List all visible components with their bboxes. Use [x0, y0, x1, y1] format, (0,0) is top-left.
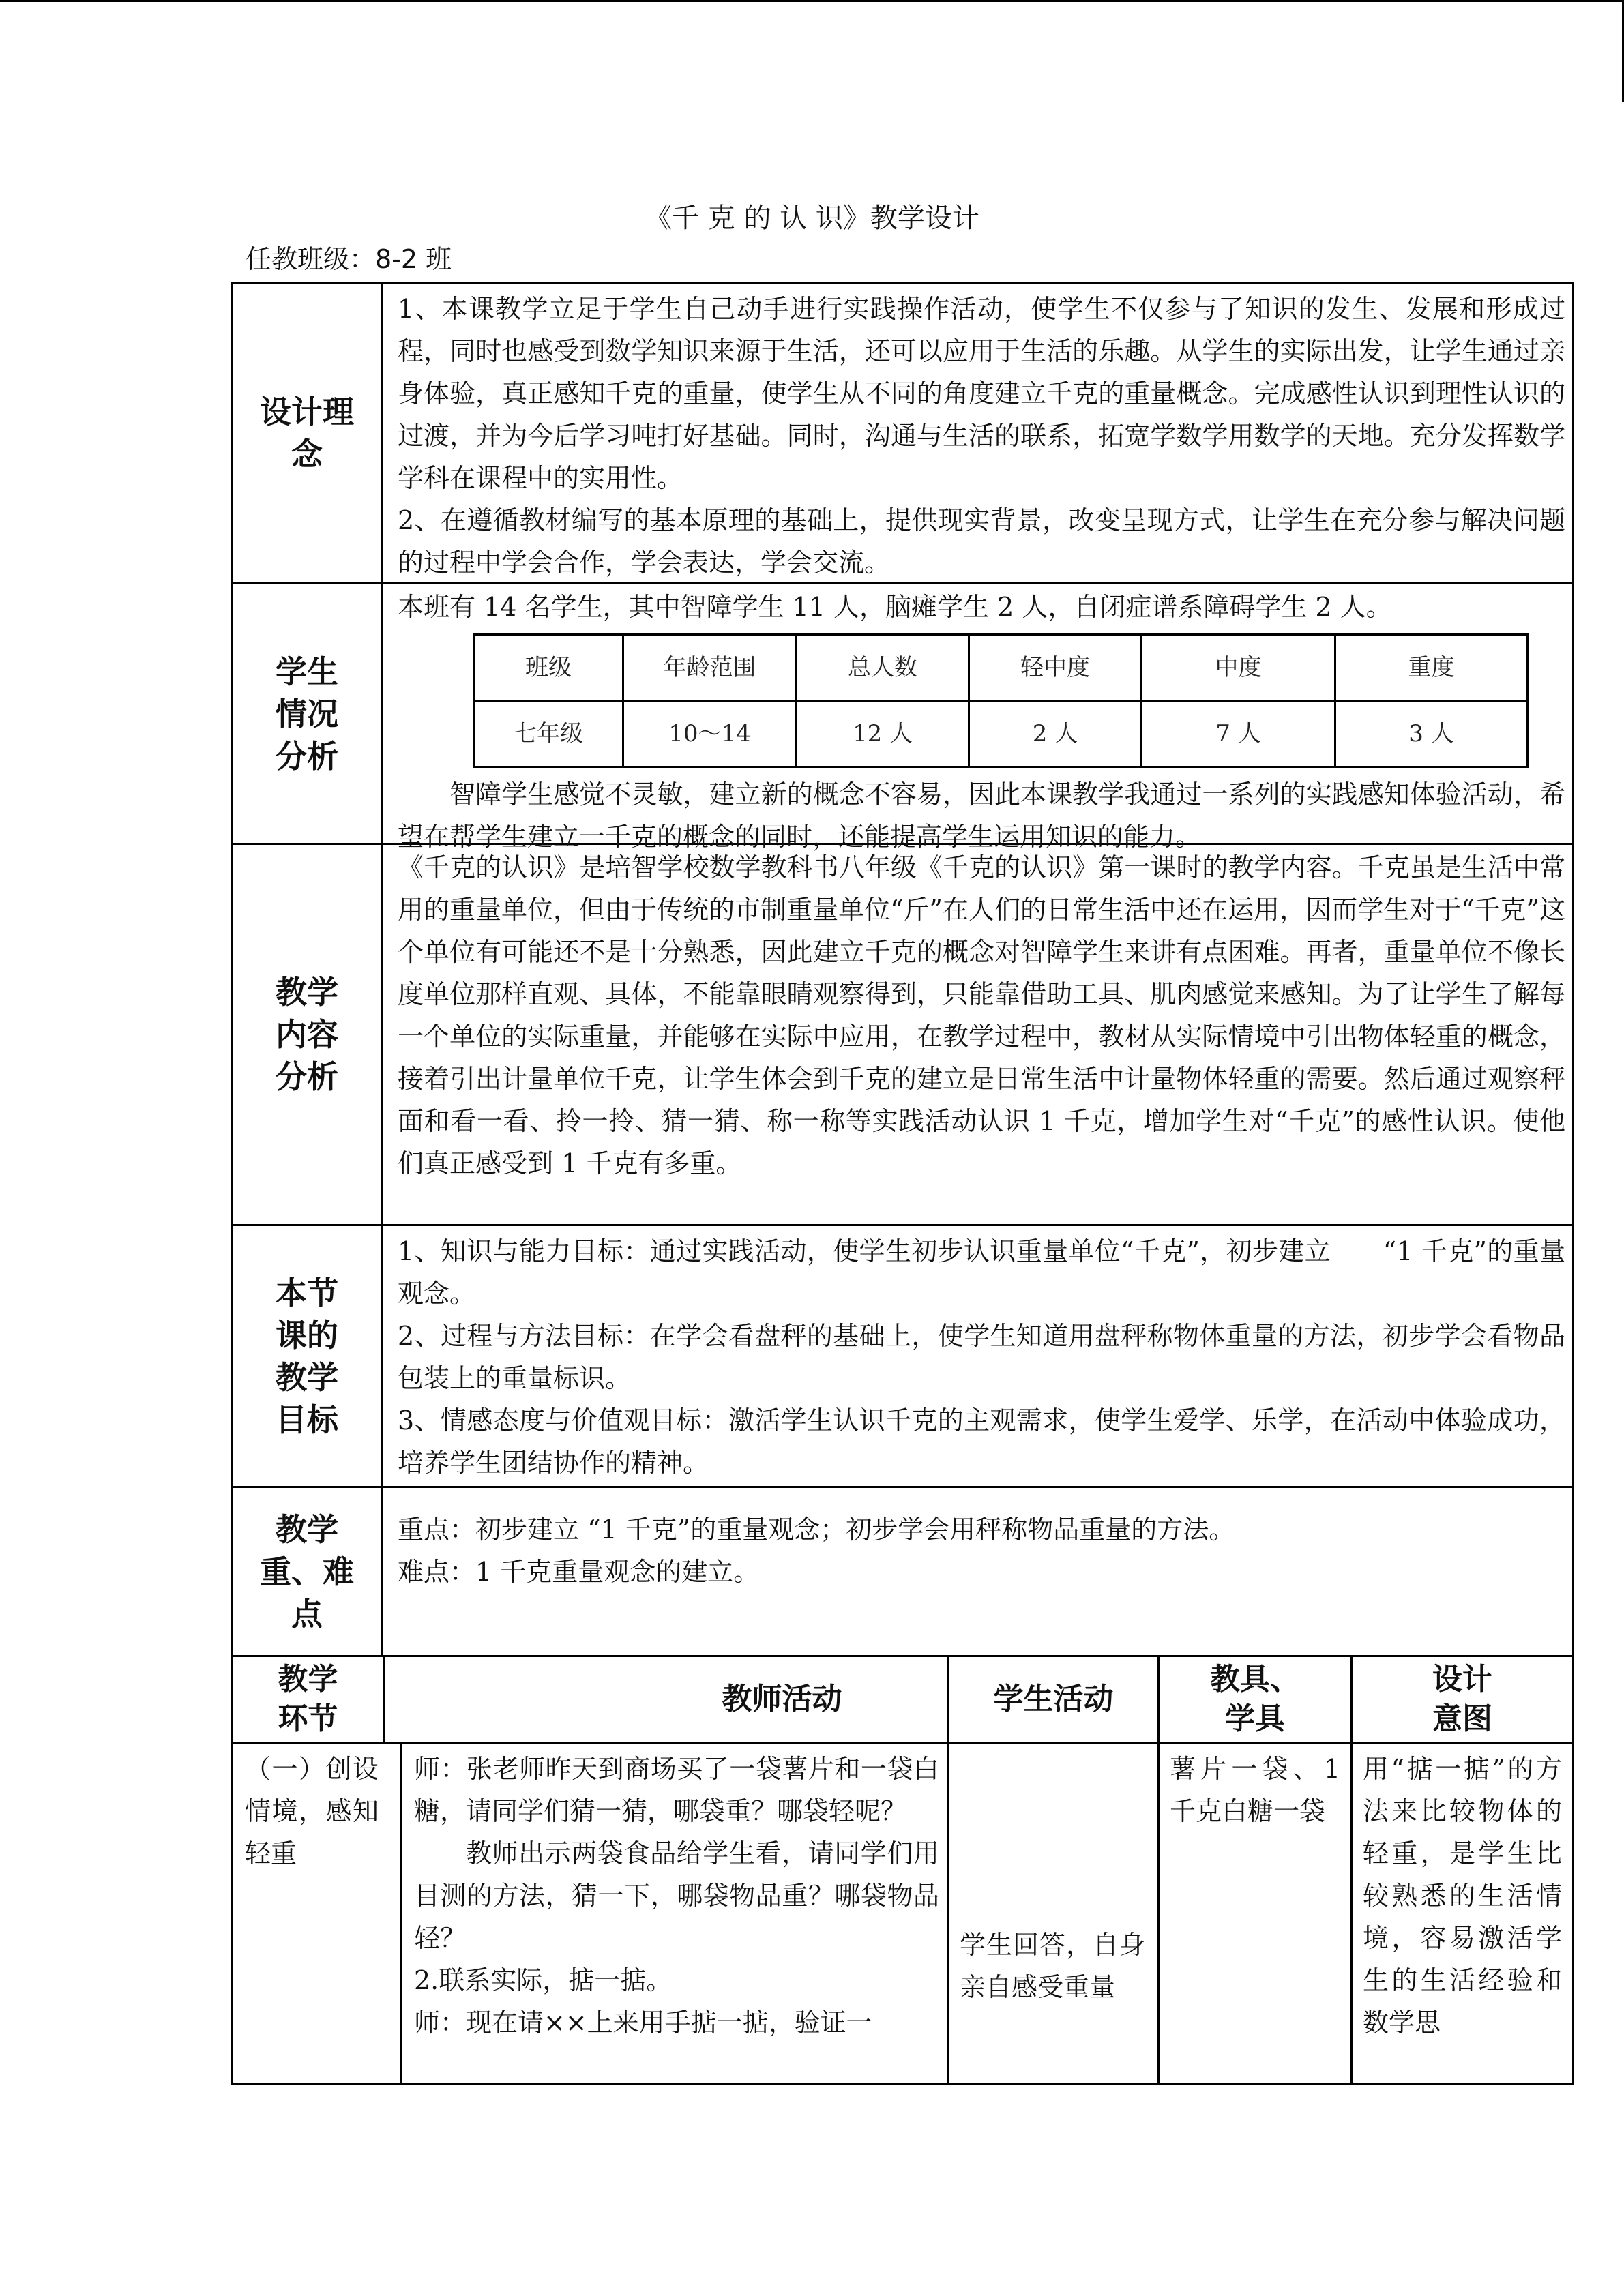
- tools-cell: 薯片一袋、1 千克白糖一袋: [1170, 1754, 1340, 1826]
- design-concept-content: [385, 284, 1572, 588]
- header-tools: [1160, 1657, 1350, 1742]
- student-analysis-intro: 本班有 14 名学生，其中智障学生 11 人，脑瘫学生 2 人，自闭症谱系障碍学生 2 人。: [398, 592, 1392, 622]
- objective-item: 3、情感态度与价值观目标：激活学生认识千克的主观需求，使学生爱学、乐学，在活动中体验成功，培养学生团结协作的精神。: [398, 1405, 1565, 1478]
- stats-data-cell: 七年级: [474, 701, 623, 767]
- col-divider: [400, 1744, 402, 2083]
- class-label: 任教班级：8-2 班: [246, 244, 452, 274]
- student-stats-table: [473, 633, 1529, 768]
- teacher-p4: 师：现在请××上来用手掂一掂，验证一: [414, 2008, 872, 2038]
- col-divider: [1157, 1744, 1160, 2083]
- header-teacher: 教师活动: [722, 1682, 842, 1716]
- objectives-row: [231, 1226, 1574, 1488]
- teacher-p1: 师：张老师昨天到商场买了一袋薯片和一袋白糖，请同学们猜一猜，哪袋重？哪袋轻呢？: [414, 1754, 939, 1826]
- lesson-plan-table: [231, 282, 1574, 2085]
- student-analysis-label: [233, 584, 383, 843]
- student-analysis-row: [231, 584, 1574, 852]
- student-analysis-content: [385, 584, 1572, 862]
- objective-item: 2、过程与方法目标：在学会看盘秤的基础上，使学生知道用盘秤称物体重量的方法，初步学会看物品包装上的重量标识。: [398, 1321, 1565, 1393]
- intent-cell: 用“掂一掂”的方法来比较物体的轻重，是学生比较熟悉的生活情境，容易激活学生的生活经验和数学思: [1363, 1754, 1562, 2038]
- key-points-content: [385, 1488, 1572, 1597]
- page-top-border: [0, 0, 1624, 2]
- stats-data-cell: 12 人: [797, 701, 969, 767]
- student-stats-header-row: [474, 635, 1528, 701]
- stage-cell: （一）创设情境，感知轻重: [245, 1754, 379, 1868]
- stats-data-cell: 10～14: [623, 701, 797, 767]
- student-stats-data-row: [474, 701, 1528, 767]
- header-intent: [1353, 1657, 1572, 1742]
- stats-header-cell: 重度: [1335, 635, 1528, 701]
- design-concept-p1: 1、本课教学立足于学生自己动手进行实践操作活动，使学生不仅参与了知识的发生、发展和形成过程，同时也感受到数学知识来源于生活，还可以应用于生活的乐趣。从学生的实际出发，让学生通过亲身体验，真正感知千克的重量，使学生从不同的角度建立千克的重量概念。完成感性认识到理性认识的过渡，并为今后学习吨打好基础。同时，沟通与生活的联系，拓宽学数学用数学的天地。充分发挥数学学科在课程中的实用性。: [398, 294, 1565, 493]
- content-analysis-text: 《千克的认识》是培智学校数学教科书八年级《千克的认识》第一课时的教学内容。千克虽是生活中常用的重量单位，但由于传统的市制重量单位“斤”在人们的日常生活中还在运用，因而学生对于“千克”这个单位有可能还不是十分熟悉，因此建立千克的概念对智障学生来讲有点困难。再者，重量单位不像长度单位那样直观、具体，不能靠眼睛观察得到，只能靠借助工具、肌肉感觉来感知。为了让学生了解每一个单位的实际重量，并能够在实际中应用，在教学过程中，教材从实际情境中引出物体轻重的概念，接着引出计量单位千克，让学生体会到千克的建立是日常生活中计量物体轻重的需要。然后通过观察秤面和看一看、拎一拎、猜一猜、称一称等实践活动认识 1 千克，增加学生对“千克”的感性认识。使他们真正感受到 1 千克有多重。: [398, 852, 1565, 1178]
- stats-header-cell: 轻中度: [969, 635, 1142, 701]
- process-header-row: [231, 1657, 1574, 1744]
- objective-item: 1、知识与能力目标：通过实践活动，使学生初步认识重量单位“千克”，初步建立 “1 千克”的重量观念。: [398, 1236, 1565, 1309]
- difficulty-text: 难点：1 千克重量观念的建立。: [398, 1557, 760, 1587]
- teacher-p3: 2.联系实际，掂一掂。: [414, 1965, 673, 1995]
- stats-header-cell: 班级: [474, 635, 623, 701]
- header-stage-text: 教学环节: [278, 1662, 338, 1736]
- design-concept-p2: 2、在遵循教材编写的基本原理的基础上，提供现实背景，改变呈现方式，让学生在充分参与解决问题的过程中学会合作，学会表达，学会交流。: [398, 505, 1565, 578]
- stats-header-cell: 年龄范围: [623, 635, 797, 701]
- design-concept-label: 设计理念: [233, 284, 383, 582]
- key-point-text: 重点：初步建立 “1 千克”的重量观念；初步学会用秤称物品重量的方法。: [398, 1515, 1235, 1545]
- col-divider: [1350, 1744, 1353, 2083]
- teacher-p2: 教师出示两袋食品给学生看，请同学们用目测的方法，猜一下，哪袋物品重？哪袋物品轻？: [414, 1838, 939, 1953]
- header-stage: [233, 1657, 383, 1742]
- header-tools-text: 教具、学具: [1210, 1662, 1300, 1736]
- teacher-activity-cell: [414, 1748, 939, 2044]
- objectives-label: 本节课的教学目标: [233, 1226, 383, 1486]
- header-student: 学生活动: [993, 1682, 1114, 1716]
- document-title: 《千 克 的 认 识》教学设计: [645, 203, 979, 234]
- key-points-label: 教学重、难点: [233, 1488, 383, 1655]
- student-analysis-outro: 智障学生感觉不灵敏，建立新的概念不容易，因此本课教学我通过一系列的实践感知体验活动，希望在帮学生建立一千克的概念的同时，还能提高学生运用知识的能力。: [398, 779, 1565, 852]
- student-activity-cell: 学生回答，自身亲自感受重量: [960, 1930, 1145, 2002]
- stats-header-cell: 总人数: [797, 635, 969, 701]
- content-analysis-row: [231, 845, 1574, 1226]
- content-analysis-label: 教学内容分析: [233, 845, 383, 1224]
- stats-data-cell: 7 人: [1142, 701, 1335, 767]
- header-intent-text: 设计意图: [1432, 1662, 1492, 1736]
- objectives-content: [385, 1226, 1572, 1488]
- content-analysis-content: [385, 845, 1572, 1189]
- stats-data-cell: 2 人: [969, 701, 1142, 767]
- stats-data-cell: 3 人: [1335, 701, 1528, 767]
- process-row-1: [231, 1744, 1574, 2085]
- design-concept-row: [231, 284, 1574, 584]
- student-analysis-label-text: 学生情况分析: [276, 653, 338, 775]
- key-points-row: [231, 1488, 1574, 1657]
- stats-header-cell: 中度: [1142, 635, 1335, 701]
- col-divider: [947, 1744, 949, 2083]
